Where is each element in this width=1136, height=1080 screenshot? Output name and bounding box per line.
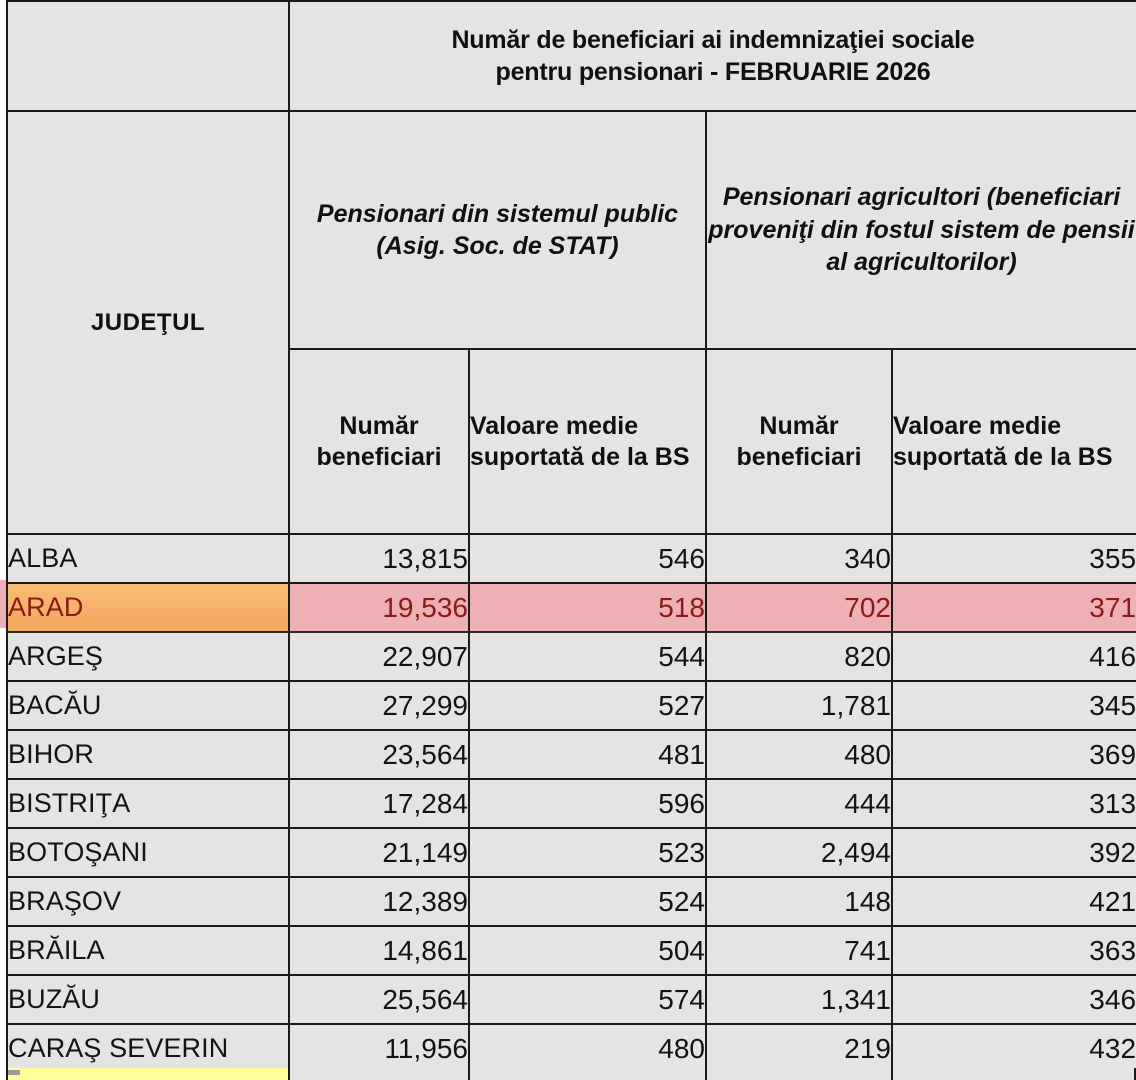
cell-stat-valoare[interactable]: 574 [469,975,706,1024]
group-header-row [7,111,1136,349]
cell-stat-valoare[interactable]: 518 [469,583,706,632]
table-row[interactable] [7,975,1136,1024]
cell-agri-valoare[interactable]: 355 [892,534,1136,583]
partial-cell-stat-valoare [470,1068,707,1080]
partial-cell-stat-numar [290,1068,470,1080]
table-row[interactable] [7,632,1136,681]
cell-judet[interactable]: BOTOŞANI [7,828,289,877]
cell-judet[interactable]: BRAŞOV [7,877,289,926]
cell-agri-numar[interactable]: 1,341 [706,975,892,1024]
table-body [7,534,1136,1073]
table-row[interactable] [7,534,1136,583]
cell-agri-numar[interactable]: 702 [706,583,892,632]
cell-stat-numar[interactable]: 13,815 [289,534,469,583]
table-row[interactable] [7,1024,1136,1073]
cell-stat-valoare[interactable]: 596 [469,779,706,828]
cell-stat-numar[interactable]: 17,284 [289,779,469,828]
cell-agri-numar[interactable]: 148 [706,877,892,926]
cell-stat-numar[interactable]: 27,299 [289,681,469,730]
cell-agri-numar[interactable]: 219 [706,1024,892,1073]
cell-agri-numar[interactable]: 340 [706,534,892,583]
cell-agri-valoare[interactable]: 345 [892,681,1136,730]
table-row[interactable] [7,583,1136,632]
table-row[interactable] [7,926,1136,975]
cell-agri-valoare[interactable]: 313 [892,779,1136,828]
cut-off-partial-row [6,1068,1136,1080]
cell-stat-numar[interactable]: 19,536 [289,583,469,632]
selection-fill-handle[interactable] [8,1070,20,1075]
table-title-line-2: pentru pensionari - FEBRUARIE 2026 [495,58,931,86]
cell-stat-valoare[interactable]: 523 [469,828,706,877]
cell-judet[interactable]: ARGEŞ [7,632,289,681]
cell-judet[interactable]: BACĂU [7,681,289,730]
cell-agri-valoare[interactable]: 371 [892,583,1136,632]
cell-stat-numar[interactable]: 14,861 [289,926,469,975]
cell-judet[interactable]: ARAD [7,583,289,632]
cell-agri-numar[interactable]: 480 [706,730,892,779]
row-header-label: JUDEŢUL [7,111,289,534]
cell-stat-numar[interactable]: 21,149 [289,828,469,877]
group-header-public: Pensionari din sistemul public (Asig. Soc. de STAT) [289,111,706,349]
partial-cell-agri-numar [707,1068,893,1080]
cell-agri-numar[interactable]: 444 [706,779,892,828]
cell-agri-numar[interactable]: 2,494 [706,828,892,877]
table-row[interactable] [7,730,1136,779]
table-row[interactable] [7,779,1136,828]
partial-cell-agri-valoare [893,1068,1134,1080]
cell-agri-valoare[interactable]: 369 [892,730,1136,779]
cell-agri-numar[interactable]: 1,781 [706,681,892,730]
cell-stat-valoare[interactable]: 527 [469,681,706,730]
cell-judet[interactable]: CARAŞ SEVERIN [7,1024,289,1073]
cell-agri-valoare[interactable]: 346 [892,975,1136,1024]
cell-judet[interactable]: ALBA [7,534,289,583]
cell-stat-valoare[interactable]: 481 [469,730,706,779]
cell-agri-numar[interactable]: 820 [706,632,892,681]
partial-cell-judet [8,1068,290,1080]
table-row[interactable] [7,877,1136,926]
cell-agri-valoare[interactable]: 416 [892,632,1136,681]
cell-stat-valoare[interactable]: 480 [469,1024,706,1073]
beneficiaries-table [6,0,1136,1074]
table-row[interactable] [7,681,1136,730]
table-title [289,1,1136,111]
cell-stat-valoare[interactable]: 524 [469,877,706,926]
cell-judet[interactable]: BISTRIŢA [7,779,289,828]
cell-agri-numar[interactable]: 741 [706,926,892,975]
cell-stat-valoare[interactable]: 544 [469,632,706,681]
cell-stat-numar[interactable]: 12,389 [289,877,469,926]
cell-stat-numar[interactable]: 25,564 [289,975,469,1024]
cell-stat-numar[interactable]: 11,956 [289,1024,469,1073]
subheader-agri-valoare: Valoare medie suportată de la BS [892,349,1136,534]
corner-blank-cell [7,1,289,111]
table-row[interactable] [7,828,1136,877]
cell-stat-valoare[interactable]: 546 [469,534,706,583]
subheader-public-valoare: Valoare medie suportată de la BS [469,349,706,534]
cell-stat-numar[interactable]: 23,564 [289,730,469,779]
cell-agri-valoare[interactable]: 392 [892,828,1136,877]
cell-agri-valoare[interactable]: 432 [892,1024,1136,1073]
group-header-agricultori: Pensionari agricultori (beneficiari proveniţi din fostul sistem de pensii al agricultorilor) [706,111,1136,349]
subheader-agri-numar: Număr beneficiari [706,349,892,534]
cell-judet[interactable]: BRĂILA [7,926,289,975]
subheader-public-numar: Număr beneficiari [289,349,469,534]
table-title-row [7,1,1136,111]
cell-judet[interactable]: BIHOR [7,730,289,779]
cell-judet[interactable]: BUZĂU [7,975,289,1024]
cell-agri-valoare[interactable]: 363 [892,926,1136,975]
cell-stat-numar[interactable]: 22,907 [289,632,469,681]
cell-agri-valoare[interactable]: 421 [892,877,1136,926]
cell-stat-valoare[interactable]: 504 [469,926,706,975]
table-title-line-1: Număr de beneficiari ai indemnizaţiei sociale [451,26,975,54]
